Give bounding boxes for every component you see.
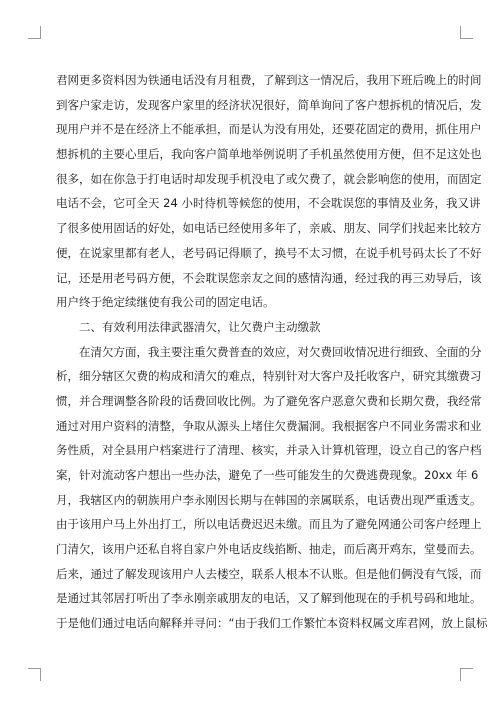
text-line: 是通过其邻居打听出了李永刚亲戚朋友的电话，又了解到他现在的手机号码和地址。 bbox=[56, 591, 482, 606]
text-line: 门清欠，该用户还私自将自家户外电话皮线掐断、抽走，而后离开鸡东，堂曼而去。 bbox=[56, 542, 482, 557]
crop-mark-top-left bbox=[28, 26, 41, 39]
text-line: 案，针对流动客户想出一些办法，避免了一些可能发生的欠费逃费现象。20xx 年 6 bbox=[56, 468, 479, 482]
text-line: 电话不会，它可全天 24 小时待机等候您的使用，不会耽误您的事情及业务，我又讲 bbox=[56, 196, 481, 211]
text-line: 记，还是用老号码方便，不会耽误您亲友之间的感情沟通，经过我的再三劝导后，该 bbox=[56, 270, 482, 285]
text-line: 月，我辖区内的朝族用户李永刚因长期与在韩国的亲属联系，电话费出现严重透支。 bbox=[56, 492, 482, 507]
crop-mark-bottom-right bbox=[460, 668, 473, 681]
text-line: 到客户家走访，发现客户家里的经济状况很好，简单询问了客户想拆机的情况后，发 bbox=[56, 97, 482, 112]
text-line: 务性质，对全县用户档案进行了清理、核实，并录入计算机管理，设立自己的客户档 bbox=[56, 443, 482, 458]
text-line: 了很多使用固话的好处，如电话已经使用多年了，亲戚、朋友、同学们找起来比较方 bbox=[56, 221, 482, 236]
text-line: 二、有效利用法律武器清欠，让欠费户主动缴款 bbox=[79, 319, 321, 334]
text-line: 于是他们通过电话向解释并寻问：“由于我们工作繁忙本资料权属文库君网，放上鼠标 bbox=[56, 616, 488, 631]
crop-mark-bottom-left bbox=[28, 668, 41, 681]
document-body bbox=[56, 68, 488, 636]
crop-mark-top-right bbox=[460, 26, 473, 39]
text-line: 便，在说家里都有老人，老号码记得顺了，换号不太习惯，在说手机号码太长了不好 bbox=[56, 245, 482, 260]
text-line: 析，细分辖区欠费的构成和清欠的难点，特别针对大客户及托收客户，研究其缴费习 bbox=[56, 369, 482, 384]
text-line: 君网更多资料因为铁通电话没有月租费，了解到这一情况后，我用下班后晚上的时间 bbox=[56, 73, 482, 87]
text-line: 后来，通过了解发现该用户人去楼空，联系人根本不认账。但是他们俩没有气馁，而 bbox=[56, 566, 482, 581]
text-line: 想拆机的主要心里后，我向客户简单地举例说明了手机虽然使用方便，但不足这处也 bbox=[56, 147, 482, 162]
text-line: 由于该用户马上外出打工，所以电话费迟迟未缴。而且为了避免网通公司客户经理上 bbox=[56, 517, 482, 532]
text-line: 用户终于绝定续继使有我公司的固定电话。 bbox=[56, 295, 275, 310]
text-line: 现用户并不是在经济上不能承担，而是认为没有用处，还要花固定的费用，抓住用户 bbox=[56, 122, 482, 137]
text-line: 惯，并合理调整各阶段的话费回收比例。为了避免客户恶意欠费和长期欠费，我经常 bbox=[56, 393, 482, 408]
text-line: 通过对用户资料的清整，争取从源头上堵住欠费漏洞。我根据客户不同业务需求和业 bbox=[56, 418, 482, 433]
text-line: 很多，如在你急于打电话时却发现手机没电了或欠费了，就会影响您的使用，而固定 bbox=[56, 171, 482, 186]
text-line: 在清欠方面，我主要注重欠费普查的效应，对欠费回收情况进行细致、全面的分 bbox=[79, 344, 482, 359]
